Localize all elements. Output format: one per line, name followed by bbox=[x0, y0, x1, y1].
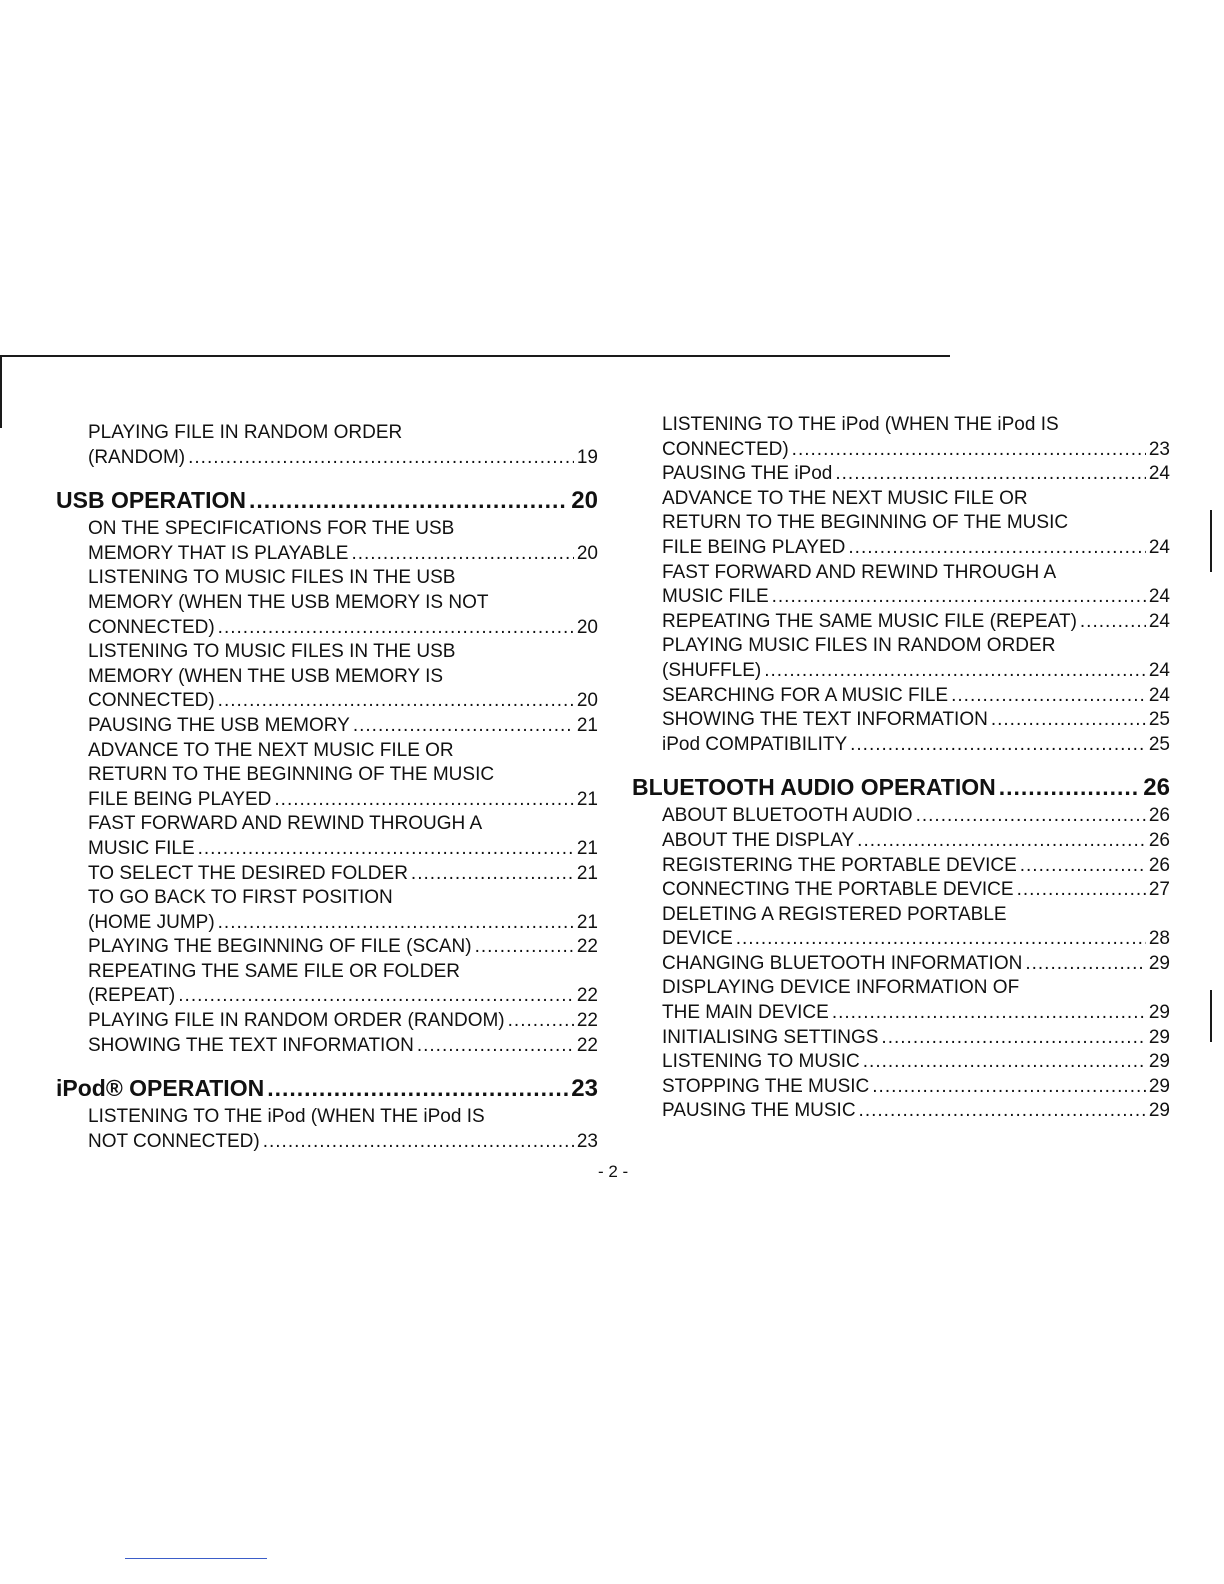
toc-entry-text: PAUSING THE iPod bbox=[662, 463, 833, 485]
toc-entry-page-number: 23 bbox=[1148, 438, 1170, 460]
toc-entry-last-line bbox=[662, 1099, 1170, 1124]
toc-entry bbox=[662, 634, 1170, 683]
toc-entry-text: RETURN TO THE BEGINNING OF THE MUSIC bbox=[662, 512, 1069, 534]
toc-entry-page-number: 19 bbox=[576, 446, 598, 468]
toc-entry bbox=[88, 1034, 598, 1059]
toc-entry-text: DELETING A REGISTERED PORTABLE bbox=[662, 903, 1007, 925]
toc-entry-text: iPod COMPATIBILITY bbox=[662, 733, 848, 755]
dot-leader bbox=[249, 486, 568, 514]
dot-leader bbox=[916, 804, 1146, 829]
toc-entry-text: DEVICE bbox=[662, 928, 733, 950]
toc-entry-page-number: 26 bbox=[1148, 829, 1170, 851]
dot-leader bbox=[736, 927, 1146, 952]
toc-entry-page-number: 26 bbox=[1148, 805, 1170, 827]
toc-entry-text: REGISTERING THE PORTABLE DEVICE bbox=[662, 854, 1017, 876]
section-heading bbox=[632, 773, 1170, 802]
toc-entry bbox=[662, 1075, 1170, 1100]
dot-leader bbox=[218, 911, 574, 936]
section-heading bbox=[56, 486, 598, 515]
toc-entry-last-line bbox=[662, 708, 1170, 733]
section-heading bbox=[56, 1074, 598, 1103]
toc-entry-text: REPEATING THE SAME MUSIC FILE (REPEAT) bbox=[662, 610, 1077, 632]
toc-entry-text: SHOWING THE TEXT INFORMATION bbox=[88, 1034, 414, 1056]
dot-leader bbox=[263, 1130, 574, 1155]
toc-entry-text: PAUSING THE USB MEMORY bbox=[88, 714, 350, 736]
toc-entry bbox=[88, 714, 598, 739]
toc-entry-last-line bbox=[662, 659, 1170, 684]
toc-entry-text: LISTENING TO MUSIC FILES IN THE USB bbox=[88, 641, 456, 663]
toc-entry bbox=[88, 862, 598, 887]
toc-entry-last-line bbox=[88, 837, 598, 862]
dot-leader bbox=[792, 438, 1146, 463]
toc-entry-last-line bbox=[88, 689, 598, 714]
toc-entry-page-number: 21 bbox=[576, 837, 598, 859]
toc-entry-text: SEARCHING FOR A MUSIC FILE bbox=[662, 684, 949, 706]
toc-entry-page-number: 29 bbox=[1148, 1100, 1170, 1122]
toc-entry-page-number: 24 bbox=[1148, 684, 1170, 706]
dot-leader bbox=[218, 689, 574, 714]
toc-entry-text: MEMORY (WHEN THE USB MEMORY IS NOT bbox=[88, 591, 489, 613]
toc-entry bbox=[662, 487, 1170, 561]
toc-entry bbox=[88, 886, 598, 935]
dot-leader bbox=[188, 446, 574, 471]
dot-leader bbox=[881, 1026, 1145, 1051]
dot-leader bbox=[508, 1009, 574, 1034]
toc-entry bbox=[662, 952, 1170, 977]
toc-entry-page-number: 26 bbox=[1148, 854, 1170, 876]
toc-entry-page-number: 24 bbox=[1148, 659, 1170, 681]
dot-leader bbox=[999, 773, 1141, 801]
toc-entry bbox=[88, 739, 598, 813]
toc-entry-text: (HOME JUMP) bbox=[88, 911, 215, 933]
toc-entry-text: (REPEAT) bbox=[88, 985, 176, 1007]
toc-entry-last-line bbox=[88, 862, 598, 887]
dot-leader bbox=[1017, 878, 1146, 903]
toc-entry-last-line bbox=[662, 438, 1170, 463]
toc-right-column bbox=[632, 413, 1170, 1124]
toc-entry bbox=[662, 854, 1170, 879]
page-number: - 2 - bbox=[598, 1162, 629, 1181]
toc-entry bbox=[662, 1099, 1170, 1124]
toc-entry-page-number: 20 bbox=[576, 616, 598, 638]
section-title: BLUETOOTH AUDIO OPERATION bbox=[632, 774, 996, 801]
toc-entry bbox=[662, 610, 1170, 635]
edge-mark bbox=[1210, 510, 1212, 572]
toc-entry bbox=[88, 960, 598, 1009]
toc-entry-text: ABOUT BLUETOOTH AUDIO bbox=[662, 805, 913, 827]
toc-entry-last-line bbox=[662, 733, 1170, 758]
toc-entry bbox=[88, 566, 598, 640]
toc-entry-text: CONNECTED) bbox=[88, 690, 215, 712]
toc-entry bbox=[662, 878, 1170, 903]
toc-entry-text: (RANDOM) bbox=[88, 446, 186, 468]
toc-entry-page-number: 20 bbox=[576, 690, 598, 712]
toc-entry-text: LISTENING TO MUSIC bbox=[662, 1051, 860, 1073]
toc-entry-last-line bbox=[88, 714, 598, 739]
dot-leader bbox=[850, 733, 1146, 758]
dot-leader bbox=[772, 585, 1146, 610]
dot-leader bbox=[353, 714, 574, 739]
toc-entry-text: MEMORY (WHEN THE USB MEMORY IS bbox=[88, 665, 444, 687]
toc-entry-last-line bbox=[662, 1026, 1170, 1051]
toc-entry bbox=[662, 561, 1170, 610]
toc-entry-page-number: 29 bbox=[1148, 1051, 1170, 1073]
toc-entry-text: SHOWING THE TEXT INFORMATION bbox=[662, 709, 988, 731]
toc-entry-text: PLAYING FILE IN RANDOM ORDER (RANDOM) bbox=[88, 1010, 505, 1032]
toc-entry bbox=[662, 413, 1170, 462]
dot-leader bbox=[991, 708, 1146, 733]
toc-entry-page-number: 21 bbox=[576, 862, 598, 884]
dot-leader bbox=[764, 659, 1146, 684]
toc-entry-page-number: 22 bbox=[576, 1034, 598, 1056]
toc-entry-text: PLAYING FILE IN RANDOM ORDER bbox=[88, 422, 403, 443]
toc-entry-text: ABOUT THE DISPLAY bbox=[662, 829, 855, 851]
dot-leader bbox=[351, 542, 573, 567]
dot-leader bbox=[857, 829, 1146, 854]
toc-entry bbox=[662, 684, 1170, 709]
toc-entry-text: CONNECTING THE PORTABLE DEVICE bbox=[662, 879, 1014, 901]
toc-entry-last-line bbox=[662, 1075, 1170, 1100]
toc-entry-text: FILE BEING PLAYED bbox=[88, 788, 272, 810]
toc-entry-text: THE MAIN DEVICE bbox=[662, 1002, 829, 1024]
toc-entry-page-number: 29 bbox=[1148, 1026, 1170, 1048]
toc-entry-text: LISTENING TO THE iPod (WHEN THE iPod IS bbox=[88, 1106, 485, 1128]
toc-entry-text: STOPPING THE MUSIC bbox=[662, 1075, 870, 1097]
toc-entry-text: PAUSING THE MUSIC bbox=[662, 1100, 856, 1122]
toc-entry bbox=[662, 708, 1170, 733]
toc-entry-text: PLAYING THE BEGINNING OF FILE (SCAN) bbox=[88, 936, 472, 958]
dot-leader bbox=[863, 1050, 1146, 1075]
toc-entry bbox=[662, 1026, 1170, 1051]
toc-entry-text: ADVANCE TO THE NEXT MUSIC FILE OR bbox=[88, 739, 454, 761]
toc-entry-page-number: 29 bbox=[1148, 1002, 1170, 1024]
section-title: USB OPERATION bbox=[56, 487, 246, 514]
dot-leader bbox=[411, 862, 574, 887]
toc-entry-last-line bbox=[662, 610, 1170, 635]
toc-entry-text: PLAYING MUSIC FILES IN RANDOM ORDER bbox=[662, 635, 1056, 657]
dot-leader bbox=[832, 1001, 1146, 1026]
corner-rule bbox=[0, 356, 2, 428]
toc-entry-page-number: 20 bbox=[576, 542, 598, 564]
dot-leader bbox=[475, 935, 574, 960]
toc-entry-text: REPEATING THE SAME FILE OR FOLDER bbox=[88, 960, 460, 982]
toc-entry-text: TO SELECT THE DESIRED FOLDER bbox=[88, 862, 408, 884]
toc-entry-page-number: 24 bbox=[1148, 610, 1170, 632]
toc-entry-last-line bbox=[88, 788, 598, 813]
dot-leader bbox=[951, 684, 1146, 709]
toc-entry-last-line bbox=[662, 1001, 1170, 1026]
toc-entry bbox=[88, 640, 598, 714]
toc-entry bbox=[88, 812, 598, 861]
toc-entry-last-line bbox=[88, 984, 598, 1009]
toc-entry-last-line bbox=[88, 616, 598, 641]
toc-entry-page-number: 25 bbox=[1148, 709, 1170, 731]
toc-entry-last-line bbox=[662, 829, 1170, 854]
toc-entry-text: NOT CONNECTED) bbox=[88, 1130, 260, 1152]
toc-entry-last-line bbox=[88, 911, 598, 936]
toc-entry-page-number: 21 bbox=[576, 911, 598, 933]
section-page-number: 26 bbox=[1143, 774, 1170, 802]
toc-entry-last-line bbox=[88, 542, 598, 567]
section-page-number: 23 bbox=[571, 1075, 598, 1103]
toc-entry bbox=[88, 517, 598, 566]
toc-entry-text: INITIALISING SETTINGS bbox=[662, 1026, 879, 1048]
toc-entry-text: CHANGING BLUETOOTH INFORMATION bbox=[662, 952, 1023, 974]
top-rule bbox=[0, 355, 950, 357]
toc-entry-page-number: 22 bbox=[576, 985, 598, 1007]
toc-entry-page-number: 29 bbox=[1148, 952, 1170, 974]
toc-entry-text: CONNECTED) bbox=[88, 616, 215, 638]
toc-entry-text: LISTENING TO MUSIC FILES IN THE USB bbox=[88, 567, 456, 589]
dot-leader bbox=[872, 1075, 1146, 1100]
dot-leader bbox=[274, 788, 573, 813]
toc-entry-page-number: 22 bbox=[576, 936, 598, 958]
toc-entry-last-line bbox=[88, 1130, 598, 1155]
toc-entry-last-line bbox=[662, 952, 1170, 977]
toc-entry-text: MEMORY THAT IS PLAYABLE bbox=[88, 542, 349, 564]
toc-entry-text: RETURN TO THE BEGINNING OF THE MUSIC bbox=[88, 764, 495, 786]
toc-entry-last-line bbox=[662, 804, 1170, 829]
toc-entry-page-number: 22 bbox=[576, 1010, 598, 1032]
toc-entry-text: MUSIC FILE bbox=[88, 837, 195, 859]
toc-entry-text: FILE BEING PLAYED bbox=[662, 536, 846, 558]
section-title: iPod® OPERATION bbox=[56, 1075, 265, 1102]
toc-entry-text: ON THE SPECIFICATIONS FOR THE USB bbox=[88, 518, 455, 540]
toc-entry bbox=[662, 462, 1170, 487]
section-page-number: 20 bbox=[571, 487, 598, 515]
toc-entry-text: FAST FORWARD AND REWIND THROUGH A bbox=[662, 561, 1057, 583]
toc-entry-last-line bbox=[662, 927, 1170, 952]
toc-left-column bbox=[56, 421, 598, 1154]
bottom-rule bbox=[125, 1558, 267, 1559]
dot-leader bbox=[848, 536, 1145, 561]
toc-entry-page-number: 25 bbox=[1148, 733, 1170, 755]
dot-leader bbox=[835, 462, 1146, 487]
toc-entry-page-number: 29 bbox=[1148, 1075, 1170, 1097]
edge-mark bbox=[1210, 990, 1212, 1042]
toc-entry-text: FAST FORWARD AND REWIND THROUGH A bbox=[88, 813, 483, 835]
dot-leader bbox=[198, 837, 574, 862]
toc-entry-last-line bbox=[662, 878, 1170, 903]
toc-entry bbox=[88, 1009, 598, 1034]
toc-entry-text: ADVANCE TO THE NEXT MUSIC FILE OR bbox=[662, 487, 1028, 509]
toc-entry bbox=[662, 976, 1170, 1025]
toc-entry-last-line bbox=[662, 536, 1170, 561]
toc-entry-last-line bbox=[662, 1050, 1170, 1075]
toc-entry bbox=[88, 421, 598, 470]
toc-entry-page-number: 24 bbox=[1148, 536, 1170, 558]
toc-entry-last-line bbox=[88, 1034, 598, 1059]
toc-entry-last-line bbox=[662, 854, 1170, 879]
toc-entry-text: TO GO BACK TO FIRST POSITION bbox=[88, 887, 393, 909]
dot-leader bbox=[1025, 952, 1146, 977]
toc-entry-last-line bbox=[662, 462, 1170, 487]
toc-entry-text: LISTENING TO THE iPod (WHEN THE iPod IS bbox=[662, 414, 1059, 435]
toc-entry-page-number: 21 bbox=[576, 714, 598, 736]
toc-entry-text: (SHUFFLE) bbox=[662, 659, 762, 681]
dot-leader bbox=[1080, 610, 1146, 635]
dot-leader bbox=[178, 984, 574, 1009]
toc-entry-page-number: 24 bbox=[1148, 586, 1170, 608]
toc-entry-last-line bbox=[88, 935, 598, 960]
toc-entry-text: CONNECTED) bbox=[662, 438, 789, 460]
toc-entry bbox=[88, 1105, 598, 1154]
toc-entry-page-number: 21 bbox=[576, 788, 598, 810]
toc-entry bbox=[662, 1050, 1170, 1075]
toc-entry bbox=[662, 829, 1170, 854]
toc-entry-text: DISPLAYING DEVICE INFORMATION OF bbox=[662, 977, 1020, 999]
dot-leader bbox=[417, 1034, 574, 1059]
toc-entry-page-number: 28 bbox=[1148, 928, 1170, 950]
dot-leader bbox=[267, 1074, 568, 1102]
toc-entry-last-line bbox=[662, 585, 1170, 610]
dot-leader bbox=[859, 1099, 1146, 1124]
toc-entry bbox=[88, 935, 598, 960]
dot-leader bbox=[1020, 854, 1146, 879]
dot-leader bbox=[218, 616, 574, 641]
toc-entry-text: MUSIC FILE bbox=[662, 586, 769, 608]
toc-entry-page-number: 24 bbox=[1148, 463, 1170, 485]
toc-entry-last-line bbox=[662, 684, 1170, 709]
toc-entry bbox=[662, 903, 1170, 952]
toc-entry bbox=[662, 804, 1170, 829]
toc-entry bbox=[662, 733, 1170, 758]
toc-entry-page-number: 23 bbox=[576, 1130, 598, 1152]
toc-entry-page-number: 27 bbox=[1148, 879, 1170, 901]
toc-entry-last-line bbox=[88, 1009, 598, 1034]
toc-entry-last-line bbox=[88, 446, 598, 471]
